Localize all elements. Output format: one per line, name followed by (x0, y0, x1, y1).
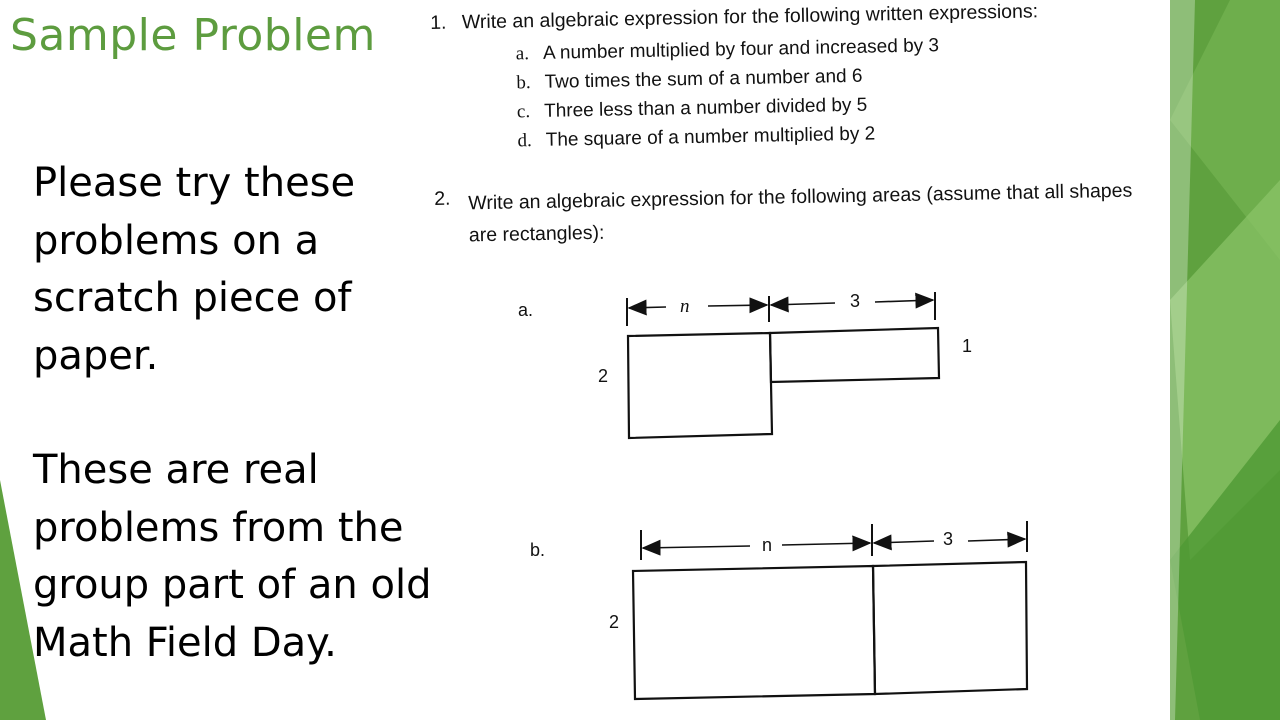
figure-a-letter: a. (518, 300, 534, 320)
figure-a-left-rectangle (628, 333, 772, 438)
figure-a-height-2-label: 2 (598, 366, 609, 386)
figure-b (530, 521, 1027, 699)
figure-b-3-arrow-right (968, 539, 1025, 541)
area-diagrams (410, 0, 1170, 720)
list-item: b. Two times the sum of a number and 6 (516, 65, 863, 94)
question-1-stem: Write an algebraic expression for the following written expressions: (461, 0, 1039, 34)
figure-b-width-3-label: 3 (943, 529, 954, 549)
question-2-number: 2. (434, 187, 451, 210)
figure-b-n-arrow-left (643, 546, 750, 548)
list-item: c. Three less than a number divided by 5 (516, 94, 868, 123)
figure-a-width-3-label: 3 (850, 291, 861, 311)
figure-a-3-arrow-left (771, 303, 835, 305)
figure-b-left-rectangle (633, 566, 875, 699)
question-1-number: 1. (430, 11, 447, 34)
figure-b-right-rectangle (873, 562, 1027, 694)
right-decorative-strip (1170, 0, 1280, 720)
slide-title: Sample Problem (10, 10, 376, 61)
body-paragraph-instructions: Please try these problems on a scratch piece of paper. (33, 160, 356, 379)
figure-a-right-rectangle (770, 328, 939, 382)
body-paragraph-source: These are real problems from the group part of an old Math Field Day. (33, 447, 432, 666)
figure-a-n-arrow-right (708, 305, 767, 306)
figure-a-height-1-label: 1 (962, 336, 973, 356)
decorative-facets (1170, 0, 1280, 720)
figure-a-3-arrow-right (875, 300, 933, 302)
list-item: a. A number multiplied by four and increased by 3 (515, 35, 940, 65)
figure-b-width-n-label: n (762, 535, 773, 555)
worksheet-scan (410, 0, 1170, 720)
figure-b-height-2-label: 2 (609, 612, 620, 632)
figure-a-width-n-label: n (680, 296, 690, 317)
figure-b-3-arrow-left (874, 541, 934, 543)
list-item: d. The square of a number multiplied by 2 (517, 123, 876, 152)
figure-a (518, 291, 972, 438)
figure-b-letter: b. (530, 540, 546, 560)
figure-b-n-arrow-right (782, 543, 870, 545)
figure-a-n-arrow-left (629, 307, 666, 308)
question-2-stem: Write an algebraic expression for the following areas (assume that all shapes are rectangles): (468, 179, 1133, 247)
slide-body (33, 155, 453, 672)
